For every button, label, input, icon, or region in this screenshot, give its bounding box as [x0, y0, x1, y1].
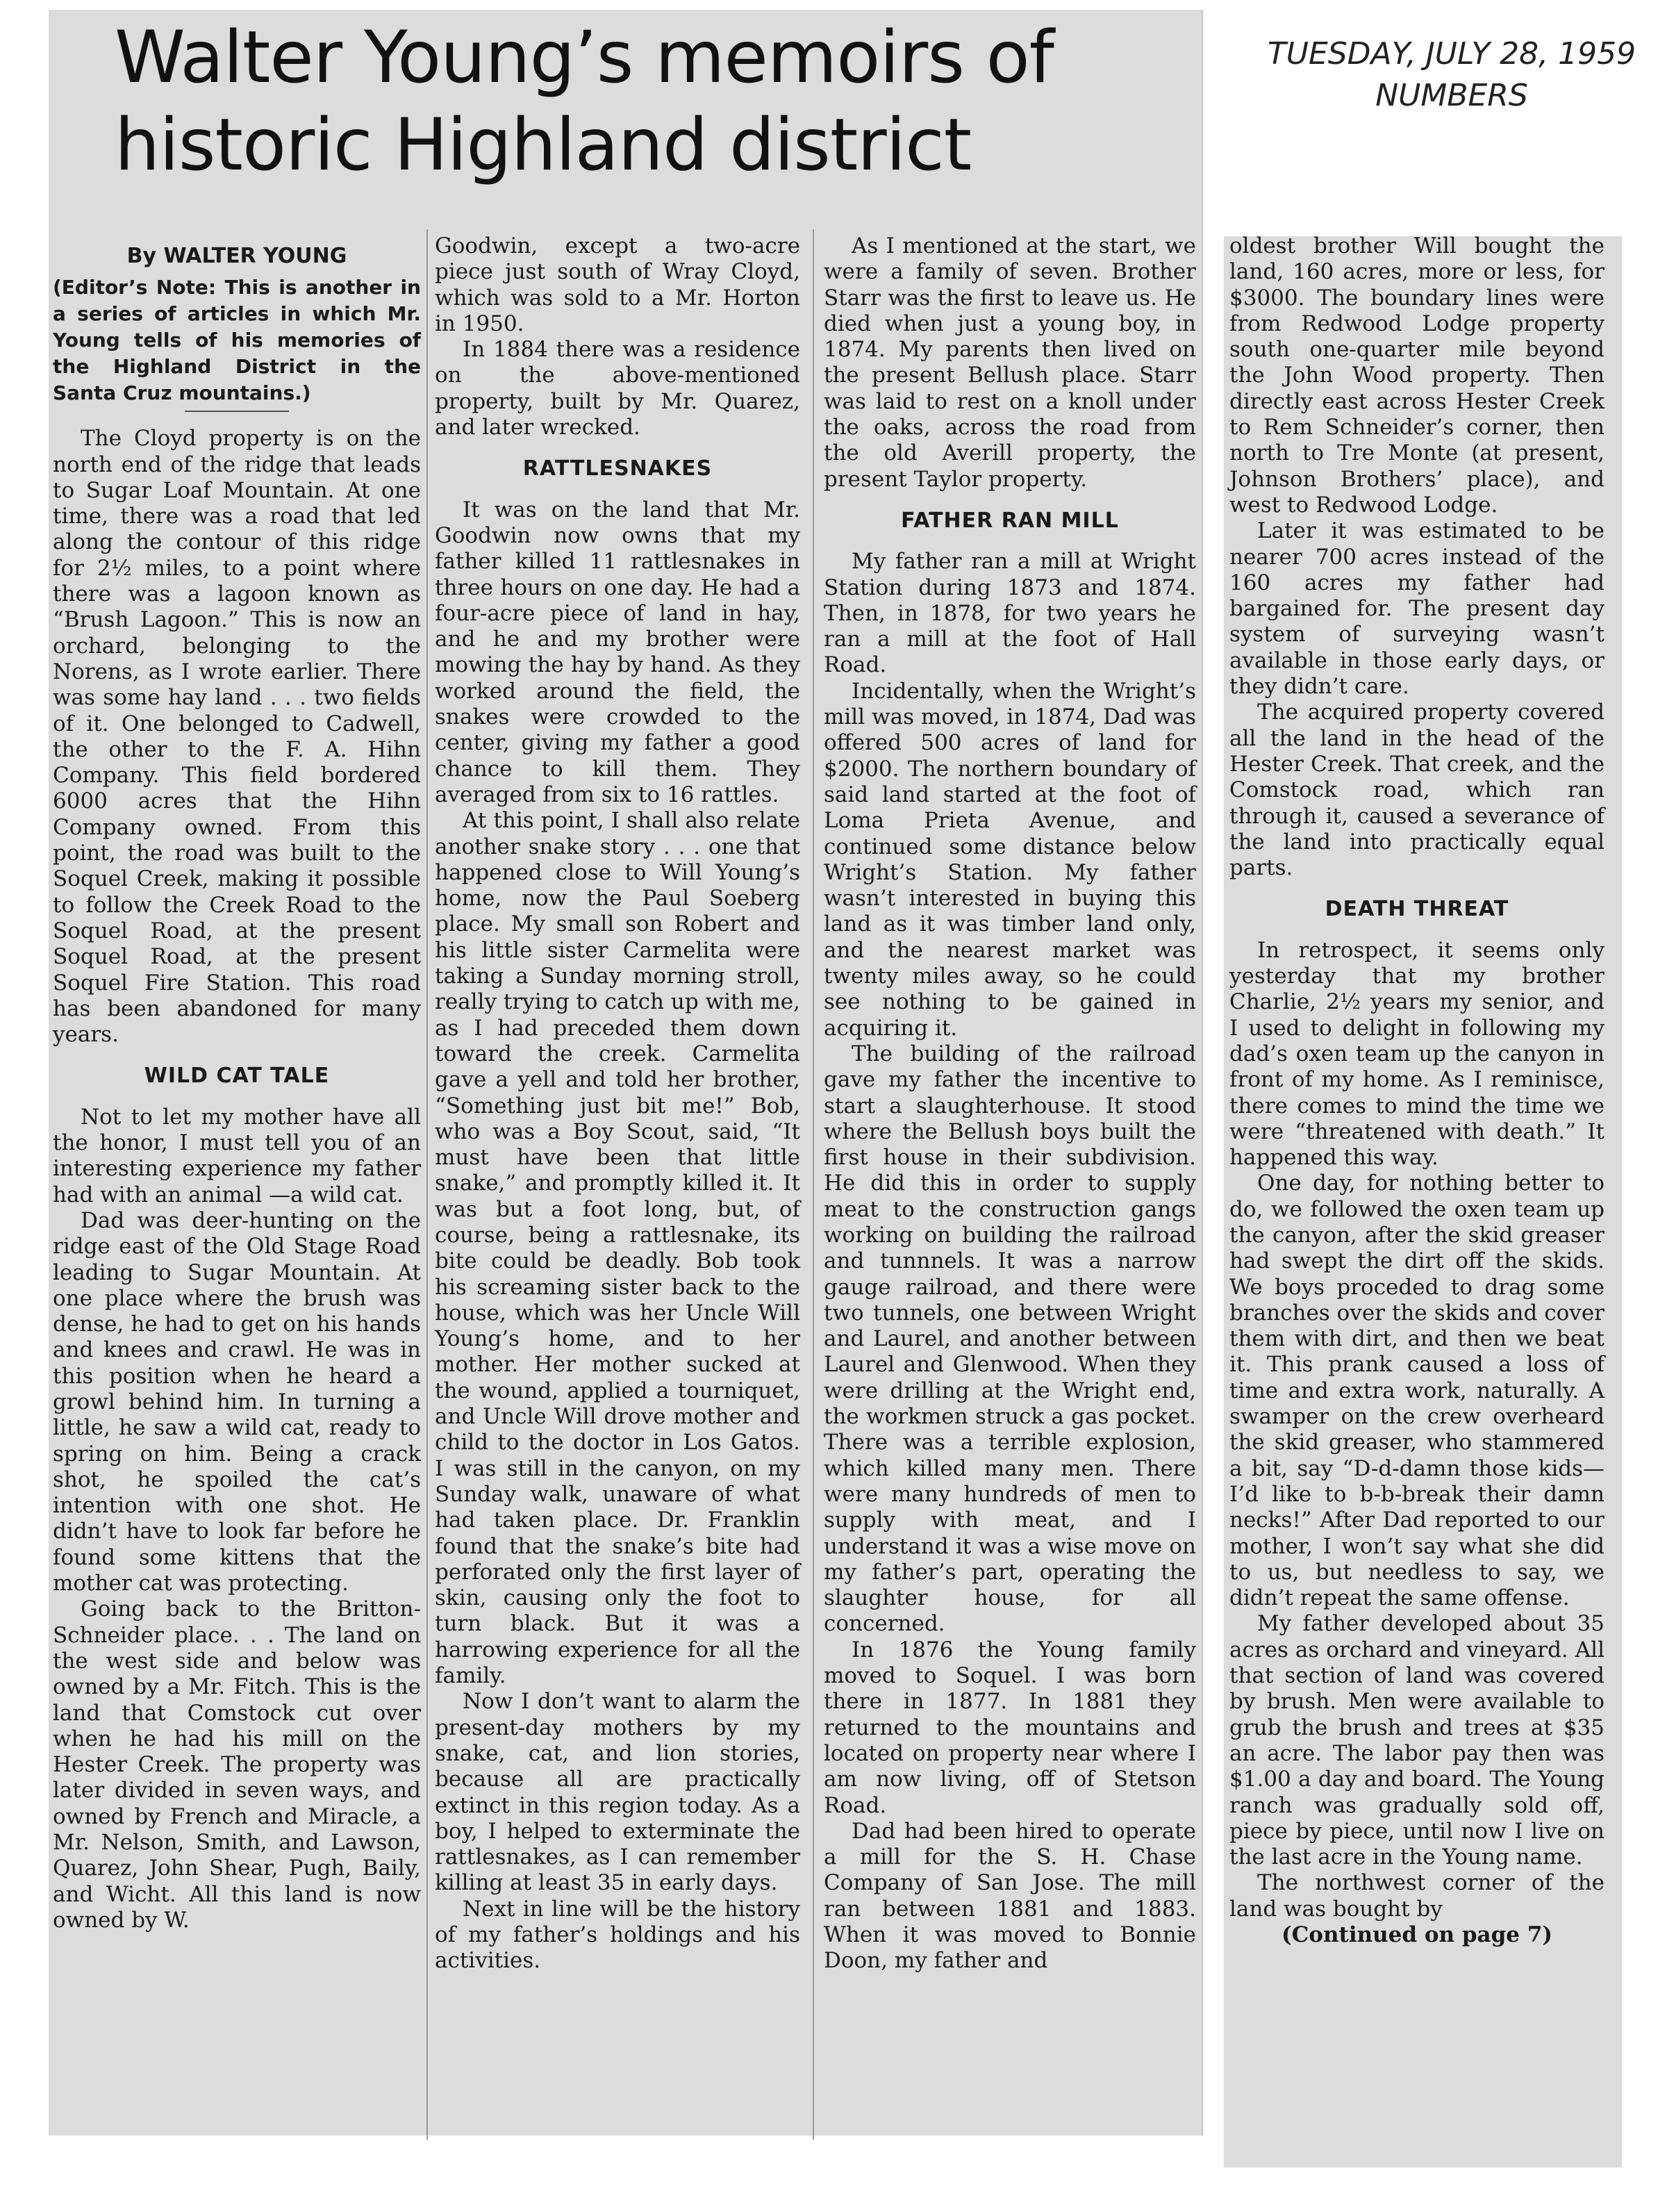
paragraph: One day, for nothing better to do, we followed the oxen team up the canyon, after the skid greaser had swept the dirt off the skids. We boys proceded to drag some branches over the skids and cover them with dirt, and then we beat it. This prank caused a loss of time and extra work, naturally. A swamper on the crew overheard the skid greaser, who stammered a bit, say “D-d-damn those kids—I’d like to b-b-break their damn necks!” After Dad reported to our mother, I won’t say what she did to us, but needless to say, we didn’t repeat the same offense.: [1229, 1171, 1604, 1611]
handwritten-annotation: [1247, 33, 1657, 117]
paragraph: My father developed about 35 acres as orchard and vineyard. All that section of land was covered by brush. Men were available to grub the brush and trees at $35 an acre. The labor pay then was $1.00 a day and board. The Young ranch was gradually sold off, piece by piece, until now I live on the last acre in the Young name.: [1229, 1611, 1604, 1870]
paragraph: In 1884 there was a residence on the above-mentioned property, built by Mr. Quarez, and later wrecked.: [435, 337, 800, 440]
paragraph: Later it was estimated to be nearer 700 acres instead of the 160 acres my father had bargained for. The present day system of surveying wasn’t available in those early days, or they didn’t care.: [1229, 518, 1604, 700]
column-rule: [426, 229, 428, 2140]
subheading-father-ran-mill: FATHER RAN MILL: [901, 508, 1119, 533]
handwritten-publication: NUMBERS: [1375, 78, 1528, 113]
editor-note: (Editor’s Note: This is another in a series of articles in which Mr. Young tells of his memories of the Highland District in the Santa Cruz mountains.): [53, 276, 421, 405]
paragraph: As I mentioned at the start, we were a family of seven. Brother Starr was the first to leave us. He died when just a young boy, in 1874. My parents then lived on the present Bellush place. Starr was laid to rest on a knoll under the oaks, across the road from the old Averill property, the present Taylor property.: [824, 233, 1196, 492]
column-1: [53, 233, 421, 1933]
subheading-wild-cat-tale: WILD CAT TALE: [144, 1064, 330, 1089]
paragraph: Dad had been hired to operate a mill for the S. H. Chase Company of San Jose. The mill ran between 1881 and 1883. When it was moved to Bonnie Doon, my father and: [824, 1818, 1196, 1974]
paragraph: Incidentally, when the Wright’s mill was moved, in 1874, Dad was offered 500 acres of land for $2000. The northern boundary of said land started at the foot of Loma Prieta Avenue, and continued some distance below Wright’s Station. My father wasn’t interested in buying this land as it was timber land only, and the nearest market was twenty miles away, so he could see nothing to be gained in acquiring it.: [824, 678, 1196, 1041]
byline: By WALTER YOUNG: [126, 244, 347, 268]
continued-notice: (Continued on page 7): [1281, 1922, 1553, 1947]
column-4: [1229, 233, 1604, 1948]
column-2: [435, 233, 800, 1974]
paragraph: Next in line will be the history of my father’s holdings and his activities.: [435, 1896, 800, 1974]
paragraph: Going back to the Britton-Schneider place. . . The land on the west side and below was owned by a Mr. Fitch. This is the land that Comstock cut over when he had his mill on the Hester Creek. The property was later divided in seven ways, and owned by French and Miracle, a Mr. Nelson, Smith, and Lawson, Quarez, John Shear, Pugh, Baily, and Wicht. All this land is now owned by W.: [53, 1596, 421, 1933]
column-rule: [813, 229, 814, 2140]
paragraph: In 1876 the Young family moved to Soquel. I was born there in 1877. In 1881 they returned to the mountains and located on property near where I am now living, off of Stetson Road.: [824, 1637, 1196, 1818]
paragraph: Now I don’t want to alarm the present-day mothers by my snake, cat, and lion stories, because all are practically extinct in this region today. As a boy, I helped to exterminate the rattlesnakes, as I can remember killing at least 35 in early days.: [435, 1689, 800, 1896]
paragraph: The acquired property covered all the land in the head of the Hester Creek. That creek, and the Comstock road, which ran through it, caused a severance of the land into practically equal parts.: [1229, 700, 1604, 881]
paragraph: The building of the railroad gave my father the incentive to start a slaughterhouse. It stood where the Bellush boys built the first house in their subdivision. He did this in order to supply meat to the construction gangs working on building the railroad and tunnnels. It was a narrow gauge railroad, and there were two tunnels, one between Wright and Laurel, and another between Laurel and Glenwood. When they were drilling at the Wright end, the workmen struck a gas pocket. There was a terrible explosion, which killed many men. There were many hundreds of men to supply with meat, and I understand it was a wise move on my father’s part, operating the slaughter house, for all concerned.: [824, 1041, 1196, 1637]
column-3: [824, 233, 1196, 1974]
handwritten-date: TUESDAY, JULY 28, 1959: [1267, 36, 1636, 72]
paragraph: At this point, I shall also relate another snake story . . . one that happened close to Will Young’s home, now the Paul Soeberg place. My small son Robert and his little sister Carmelita were taking a Sunday morning stroll, really trying to catch up with me, as I had preceded them down toward the creek. Carmelita gave a yell and told her brother, “Something just bit me!” Bob, who was a Boy Scout, said, “It must have been that little snake,” and promptly killed it. It was but a foot long, but, of course, being a rattlesnake, its bite could be deadly. Bob took his screaming sister back to the house, which was her Uncle Will Young’s home, and to her mother. Her mother sucked at the wound, applied a tourniquet, and Uncle Will drove mother and child to the doctor in Los Gatos. I was still in the canyon, on my Sunday walk, unaware of what had taken place. Dr. Franklin found that the snake’s bite had perforated only the first layer of skin, causing only the foot to turn black. But it was a harrowing experience for all the family.: [435, 808, 800, 1689]
paragraph: It was on the land that Mr. Goodwin now owns that my father killed 11 rattlesnakes in three hours on one day. He had a four-acre piece of land in hay, and he and my brother were mowing the hay by hand. As they worked around the field, the snakes were crowded to the center, giving my father a good chance to kill them. They averaged from six to 16 rattles.: [435, 497, 800, 807]
paragraph: My father ran a mill at Wright Station during 1873 and 1874. Then, in 1878, for two years he ran a mill at the foot of Hall Road.: [824, 549, 1196, 678]
paragraph: The northwest corner of the land was bought by: [1229, 1870, 1604, 1922]
divider: [185, 411, 289, 412]
paragraph: Not to let my mother have all the honor, I must tell you of an interesting experience my father had with an animal —a wild cat.: [53, 1104, 421, 1207]
headline: Walter Young’s memoirs of historic Highland district: [115, 16, 1054, 187]
paragraph: The Cloyd property is on the north end of the ridge that leads to Sugar Loaf Mountain. At one time, there was a road that led along the contour of this ridge for 2½ miles, to a point where there was a lagoon known as “Brush Lagoon.” This is now an orchard, belonging to the Norens, as I wrote earlier. There was some hay land . . . two fields of it. One belonged to Cadwell, the other to the F. A. Hihn Company. This field bordered 6000 acres that the Hihn Company owned. From this point, the road was built to the Soquel Creek, making it possible to follow the Creek Road to the Soquel Road, at the present Soquel Road, at the present Soquel Fire Station. This road has been abandoned for many years.: [53, 426, 421, 1048]
paragraph: Goodwin, except a two-acre piece just south of Wray Cloyd, which was sold to a Mr. Horton in 1950.: [435, 233, 800, 336]
subheading-death-threat: DEATH THREAT: [1325, 897, 1509, 922]
paragraph: In retrospect, it seems only yesterday that my brother Charlie, 2½ years my senior, and I used to delight in following my dad’s oxen team up the canyon in front of my home. As I reminisce, there comes to mind the time we were “threatened with death.” It happened this way.: [1229, 937, 1604, 1171]
paragraph: Dad was deer-hunting on the ridge east of the Old Stage Road leading to Sugar Mountain. At one place where the brush was dense, he had to get on his hands and knees and crawl. He was in this position when he heard a growl behind him. In turning a little, he saw a wild cat, ready to spring on him. Being a crack shot, he spoiled the cat’s intention with one shot. He didn’t have to look far before he found some kittens that the mother cat was protecting.: [53, 1207, 421, 1596]
paragraph: oldest brother Will bought the land, 160 acres, more or less, for $3000. The boundary lines were from Redwood Lodge property south one-quarter mile beyond the John Wood property. Then directly east across Hester Creek to Rem Schneider’s corner, then north to Tre Monte (at present, Johnson Brothers’ place), and west to Redwood Lodge.: [1229, 233, 1604, 518]
subheading-rattlesnakes: RATTLESNAKES: [522, 456, 713, 481]
